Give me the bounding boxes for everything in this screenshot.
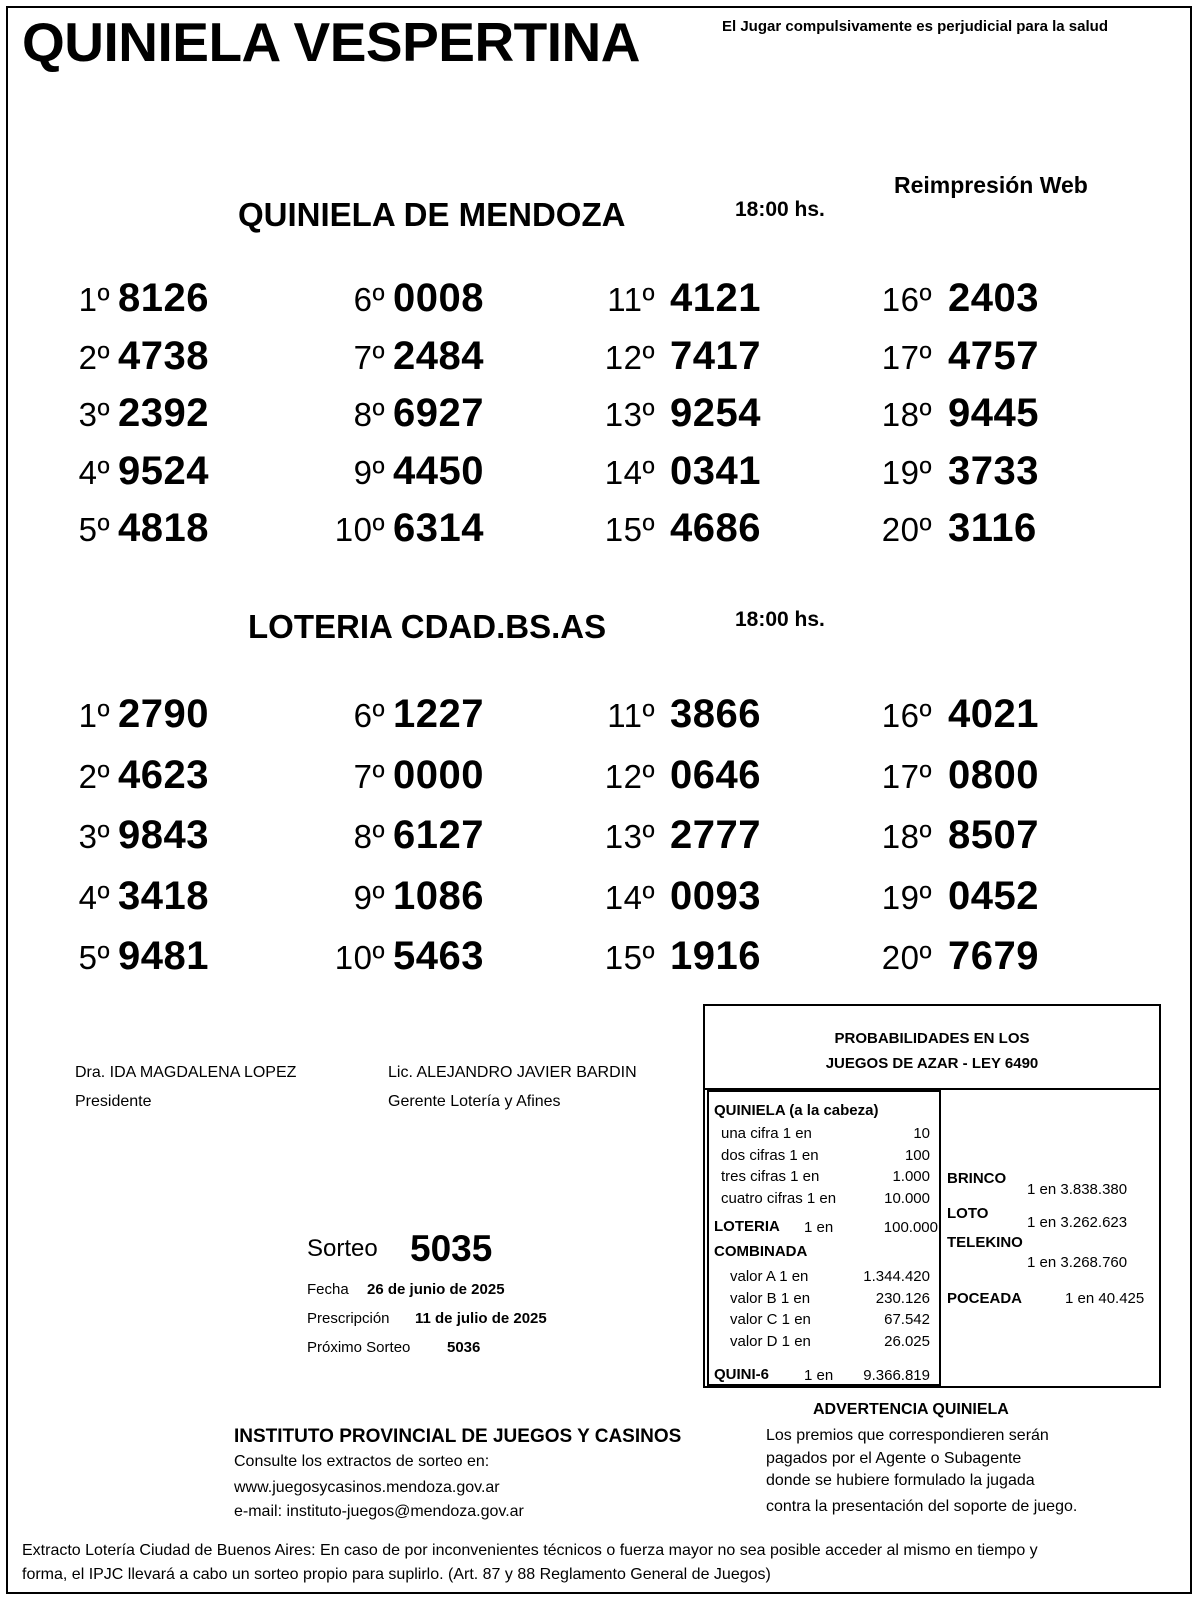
- result-19: [0, 449, 1200, 505]
- result-position: 9º: [353, 453, 385, 491]
- result-position: 15º: [604, 511, 655, 548]
- result-number: 9843: [118, 813, 209, 857]
- result-position: 17º: [881, 757, 932, 795]
- result-position: 3º: [78, 818, 110, 855]
- result-position: 7º: [353, 757, 385, 795]
- result-position: 11º: [607, 697, 655, 734]
- result-position: 16º: [881, 281, 932, 318]
- result-17: [0, 753, 1200, 809]
- advertencia-line4: contra la presentación del soporte de juego.: [766, 1498, 1078, 1515]
- odds-row-value: 26.025: [884, 1332, 930, 1350]
- signature-left-role: Presidente: [75, 1093, 152, 1110]
- loteria-odds-value: 100.000: [883, 1219, 938, 1236]
- result-number: 1086: [393, 873, 484, 918]
- advertencia-title: ADVERTENCIA QUINIELA: [813, 1401, 1009, 1418]
- odds-row-label: cuatro cifras 1 en: [721, 1189, 837, 1207]
- draw-label: Sorteo: [307, 1235, 378, 1262]
- result-position: 6º: [353, 697, 385, 734]
- odds-row-value: 10: [913, 1125, 930, 1142]
- telekino-odds: 1 en 3.268.760: [1027, 1254, 1128, 1271]
- draw-date-label: Fecha: [307, 1281, 349, 1298]
- odds-row-label: valor C 1 en: [730, 1311, 811, 1328]
- odds-row-label: valor A 1 en: [730, 1268, 809, 1285]
- result-position: 17º: [881, 338, 932, 376]
- result-position: 15º: [604, 939, 655, 976]
- institute-website[interactable]: www.juegosycasinos.mendoza.gov.ar: [234, 1479, 500, 1496]
- result-position: 18º: [881, 818, 932, 855]
- odds-row-value: 1.000: [892, 1168, 930, 1185]
- result-number: 6314: [393, 506, 484, 550]
- result-20: [0, 506, 1200, 562]
- result-number: 3733: [948, 448, 1039, 493]
- mendoza-time: 18:00 hs.: [735, 198, 825, 221]
- poceada-label: POCEADA: [947, 1290, 1023, 1307]
- result-position: 16º: [881, 697, 932, 734]
- result-number: 4450: [393, 448, 484, 493]
- odds-row-label: tres cifras 1 en: [721, 1168, 820, 1185]
- draw-number: 5035: [410, 1228, 493, 1269]
- result-number: 8507: [948, 813, 1039, 857]
- result-position: 12º: [604, 338, 655, 376]
- result-number: 0093: [670, 873, 761, 918]
- advertencia-line1: Los premios que correspondieren serán: [766, 1427, 1049, 1444]
- result-number: 6127: [393, 813, 484, 857]
- result-position: 2º: [78, 757, 110, 795]
- result-position: 1º: [78, 697, 110, 734]
- result-number: 1227: [393, 692, 484, 736]
- result-20: [0, 934, 1200, 990]
- result-position: 9º: [353, 878, 385, 916]
- result-number: 4818: [118, 506, 209, 550]
- result-position: 13º: [604, 818, 655, 855]
- result-16: [0, 276, 1200, 332]
- result-number: 7417: [670, 333, 761, 378]
- result-number: 0452: [948, 873, 1039, 918]
- result-number: 5463: [393, 934, 484, 978]
- result-position: 14º: [604, 878, 655, 916]
- result-position: 7º: [353, 338, 385, 376]
- result-number: 2777: [670, 813, 761, 857]
- result-number: 2790: [118, 692, 209, 736]
- quini6-odds-label: QUINI-6: [714, 1366, 770, 1383]
- result-position: 20º: [881, 511, 932, 548]
- odds-row-value: 230.126: [875, 1289, 930, 1307]
- result-position: 12º: [604, 757, 655, 795]
- result-18: [0, 391, 1200, 447]
- result-number: 6927: [393, 391, 484, 435]
- loto-odds: 1 en 3.262.623: [1027, 1214, 1128, 1231]
- health-warning: El Jugar compulsivamente es perjudicial para la salud: [722, 18, 1108, 35]
- probabilities-header-line2: JUEGOS DE AZAR - LEY 6490: [825, 1055, 1039, 1072]
- result-number: 9524: [118, 448, 209, 493]
- result-position: 1º: [78, 281, 110, 318]
- quini6-odds-prefix: 1 en: [804, 1367, 834, 1384]
- probabilities-header-line1: PROBABILIDADES EN LOS: [834, 1030, 1030, 1047]
- result-number: 2484: [393, 333, 484, 378]
- loto-label: LOTO: [947, 1205, 989, 1222]
- odds-row-value: 10.000: [884, 1189, 930, 1207]
- advertencia-line3: donde se hubiere formulado la jugada: [766, 1472, 1035, 1489]
- signature-right-name: Lic. ALEJANDRO JAVIER BARDIN: [388, 1064, 637, 1081]
- result-position: 20º: [881, 939, 932, 976]
- result-number: 9445: [948, 391, 1039, 435]
- institute-name: INSTITUTO PROVINCIAL DE JUEGOS Y CASINOS: [234, 1426, 682, 1447]
- prescription-label: Prescripción: [307, 1310, 390, 1327]
- result-position: 6º: [353, 281, 385, 318]
- result-number: 9481: [118, 934, 209, 978]
- bsas-title: LOTERIA CDAD.BS.AS: [248, 608, 607, 645]
- result-position: 11º: [607, 281, 655, 318]
- result-number: 0000: [393, 752, 484, 797]
- result-position: 10º: [334, 939, 385, 976]
- odds-row-label: una cifra 1 en: [721, 1125, 812, 1142]
- signature-left-name: Dra. IDA MAGDALENA LOPEZ: [75, 1064, 297, 1081]
- mendoza-title: QUINIELA DE MENDOZA: [238, 196, 626, 233]
- result-position: 3º: [78, 396, 110, 433]
- telekino-label: TELEKINO: [947, 1234, 1023, 1251]
- result-position: 2º: [78, 338, 110, 376]
- result-number: 0341: [670, 448, 761, 493]
- result-position: 8º: [353, 818, 385, 855]
- result-number: 3866: [670, 692, 761, 736]
- odds-row-value: 67.542: [884, 1311, 930, 1328]
- reprint-label: Reimpresión Web: [894, 172, 1088, 198]
- result-position: 19º: [881, 453, 932, 491]
- result-number: 4121: [670, 276, 761, 320]
- result-19: [0, 874, 1200, 930]
- result-position: 4º: [78, 878, 110, 916]
- odds-row-label: valor D 1 en: [730, 1332, 811, 1350]
- brinco-odds: 1 en 3.838.380: [1027, 1181, 1128, 1198]
- result-18: [0, 813, 1200, 869]
- bsas-time: 18:00 hs.: [735, 608, 825, 631]
- result-17: [0, 334, 1200, 390]
- result-number: 3418: [118, 873, 209, 918]
- result-number: 0800: [948, 752, 1039, 797]
- result-position: 18º: [881, 396, 932, 433]
- probabilities-header: [705, 1006, 1159, 1090]
- result-number: 4738: [118, 333, 209, 378]
- result-position: 10º: [334, 511, 385, 548]
- result-number: 2392: [118, 391, 209, 435]
- page-title: QUINIELA VESPERTINA: [22, 11, 640, 73]
- brinco-label: BRINCO: [947, 1170, 1007, 1187]
- signature-right-role: Gerente Lotería y Afines: [388, 1093, 561, 1110]
- next-draw-value: 5036: [447, 1339, 481, 1356]
- quiniela-odds-title: QUINIELA (a la cabeza): [714, 1102, 879, 1119]
- result-position: 14º: [604, 453, 655, 491]
- result-position: 13º: [604, 396, 655, 433]
- result-16: [0, 692, 1200, 748]
- odds-row-label: valor B 1 en: [730, 1289, 811, 1307]
- result-number: 4757: [948, 333, 1039, 378]
- institute-consult: Consulte los extractos de sorteo en:: [234, 1453, 490, 1470]
- odds-row-value: 100: [904, 1146, 930, 1164]
- result-number: 4623: [118, 752, 209, 797]
- result-number: 1916: [670, 934, 761, 978]
- result-position: 19º: [881, 878, 932, 916]
- result-number: 8126: [118, 276, 209, 320]
- result-number: 3116: [948, 506, 1037, 550]
- result-number: 7679: [948, 934, 1039, 978]
- next-draw-label: Próximo Sorteo: [307, 1339, 411, 1356]
- result-position: 5º: [78, 939, 110, 976]
- result-number: 4021: [948, 692, 1039, 736]
- quini6-odds-value: 9.366.819: [863, 1367, 930, 1384]
- footer-line1: Extracto Lotería Ciudad de Buenos Aires: En caso de por inconvenientes técnicos o fuerza mayor no sea posible acceder al mismo en tiempo y: [22, 1542, 1038, 1559]
- odds-row-value: 1.344.420: [863, 1268, 930, 1285]
- prescription-value: 11 de julio de 2025: [415, 1310, 547, 1327]
- draw-date-value: 26 de junio de 2025: [367, 1281, 505, 1298]
- loteria-odds-prefix: 1 en: [804, 1219, 834, 1236]
- combinada-odds-title: COMBINADA: [714, 1243, 808, 1260]
- result-number: 2403: [948, 276, 1039, 320]
- result-number: 0646: [670, 752, 761, 797]
- institute-email[interactable]: e-mail: instituto-juegos@mendoza.gov.ar: [234, 1503, 524, 1520]
- result-position: 5º: [78, 511, 110, 548]
- advertencia-line2: pagados por el Agente o Subagente: [766, 1450, 1022, 1467]
- result-position: 8º: [353, 396, 385, 433]
- poceada-odds: 1 en 40.425: [1065, 1290, 1145, 1307]
- result-number: 9254: [670, 391, 761, 435]
- result-number: 0008: [393, 276, 484, 320]
- result-number: 4686: [670, 506, 761, 550]
- loteria-odds-label: LOTERIA: [714, 1218, 780, 1235]
- odds-row-label: dos cifras 1 en: [721, 1146, 819, 1164]
- footer-line2: forma, el IPJC llevará a cabo un sorteo propio para suplirlo. (Art. 87 y 88 Reglamento General de Juegos): [22, 1566, 771, 1583]
- result-position: 4º: [78, 453, 110, 491]
